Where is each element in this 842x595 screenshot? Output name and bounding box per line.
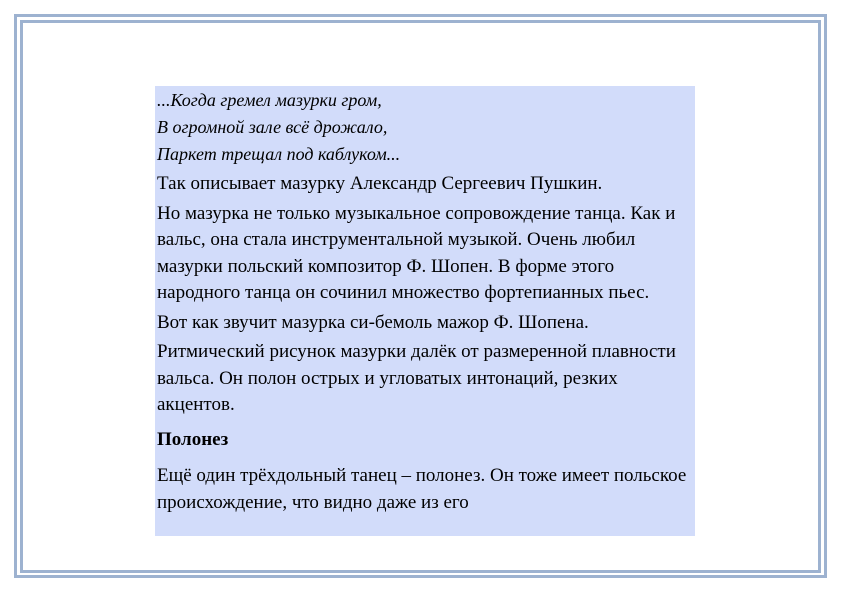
paragraph-rhythm: Ритмический рисунок мазурки далёк от размеренной плавности вальса. Он полон острых и угловатых интонаций, резких акцентов.	[157, 341, 676, 415]
paragraph-polonaise: Ещё один трёхдольный танец – полонез. Он тоже имеет польское происхождение, что видно даже из его	[157, 465, 687, 513]
section-heading-polonaise: Полонез	[157, 428, 229, 450]
poem-line: Паркет трещал под каблуком...	[157, 144, 401, 164]
poem-line: В огромной зале всё дрожало,	[157, 117, 388, 137]
paragraph-mazurka-sound: Вот как звучит мазурка си-бемоль мажор Ф. Шопена.	[157, 311, 589, 333]
highlighted-text-block	[155, 86, 695, 536]
paragraph-pushkin: Так описывает мазурку Александр Сергеевич Пушкин.	[157, 173, 603, 194]
paragraph-chopin: Но мазурка не только музыкальное сопровождение танца. Как и вальс, она стала инструментальной музыкой. Очень любил мазурки польский композитор Ф. Шопен. В форме этого народного танца он сочинил множество фортепианных пьес.	[157, 202, 676, 303]
poem-line: ...Когда гремел мазурки гром,	[157, 90, 382, 110]
poem-quote	[157, 87, 693, 168]
